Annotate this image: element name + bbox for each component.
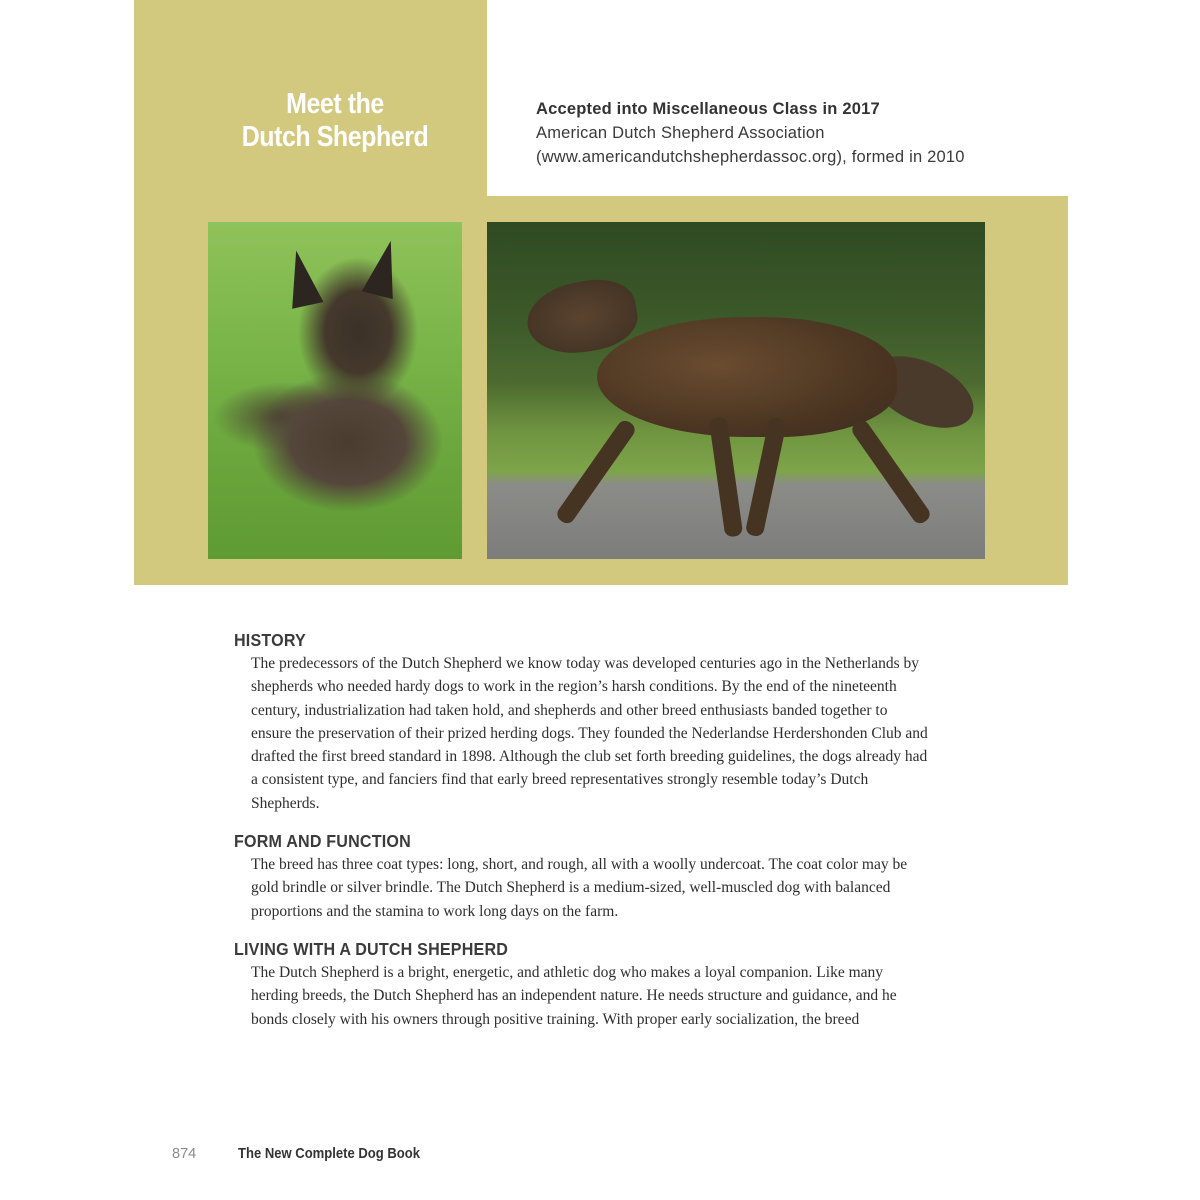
dog-leg [554, 418, 638, 527]
section-heading: FORM AND FUNCTION [234, 831, 411, 852]
page-title-line2: Dutch Shepherd [241, 121, 429, 153]
section-living-with [234, 937, 934, 1031]
running-dog-photo [487, 222, 985, 559]
akc-acceptance-text: Accepted into Miscellaneous Class in 2017 [536, 100, 880, 118]
section-history [234, 628, 934, 815]
section-text: The Dutch Shepherd is a bright, energetic, and athletic dog who makes a loyal companion. Like many herding breeds, the Dutch Shepherd has an independent nature. He needs structure and guidance, and he bonds closely with his owners through positive training. With proper early socialization, the breed [251, 963, 897, 1028]
section-form-and-function [234, 829, 934, 923]
section-text: The predecessors of the Dutch Shepherd we know today was developed centuries ago in the Netherlands by shepherds who needed hardy dogs to work in the region’s harsh conditions. By the end of the nineteenth century, industrialization had taken hold, and shepherds and other breed enthusiasts banded together to ensure the preservation of their prized herding dogs. They founded the Nederlandse Herdershonden Club and drafted the first breed standard in 1898. Although the club set forth breeding guidelines, the dogs already had a consistent type, and fanciers find that early breed representatives strongly resemble today’s Dutch Shepherds. [251, 655, 928, 812]
section-heading: HISTORY [234, 630, 306, 650]
page-footer [172, 1146, 440, 1162]
book-title: The New Complete Dog Book [238, 1146, 421, 1162]
section-text: The breed has three coat types: long, short, and rough, all with a woolly undercoat. The coat color may be gold brindle or silver brindle. The Dutch Shepherd is a medium-sized, well-muscled dog with balanced proportions and the stamina to work long days on the farm. [251, 856, 908, 920]
dog-body [597, 317, 897, 437]
dog-leg [849, 418, 933, 527]
puppy-photo [208, 222, 462, 559]
breed-facts [536, 97, 1036, 169]
page-number: 874 [172, 1146, 197, 1162]
puppy-ear-right [362, 237, 407, 299]
puppy-ear-left [281, 247, 324, 308]
association-detail: (www.americandutchshepherdassoc.org), formed in 2010 [536, 148, 965, 166]
page-title [219, 88, 451, 154]
page-title-line1: Meet the [286, 88, 384, 120]
section-heading: LIVING WITH A DUTCH SHEPHERD [234, 938, 509, 959]
article-body [234, 628, 934, 1045]
association-name: American Dutch Shepherd Association [536, 124, 825, 142]
